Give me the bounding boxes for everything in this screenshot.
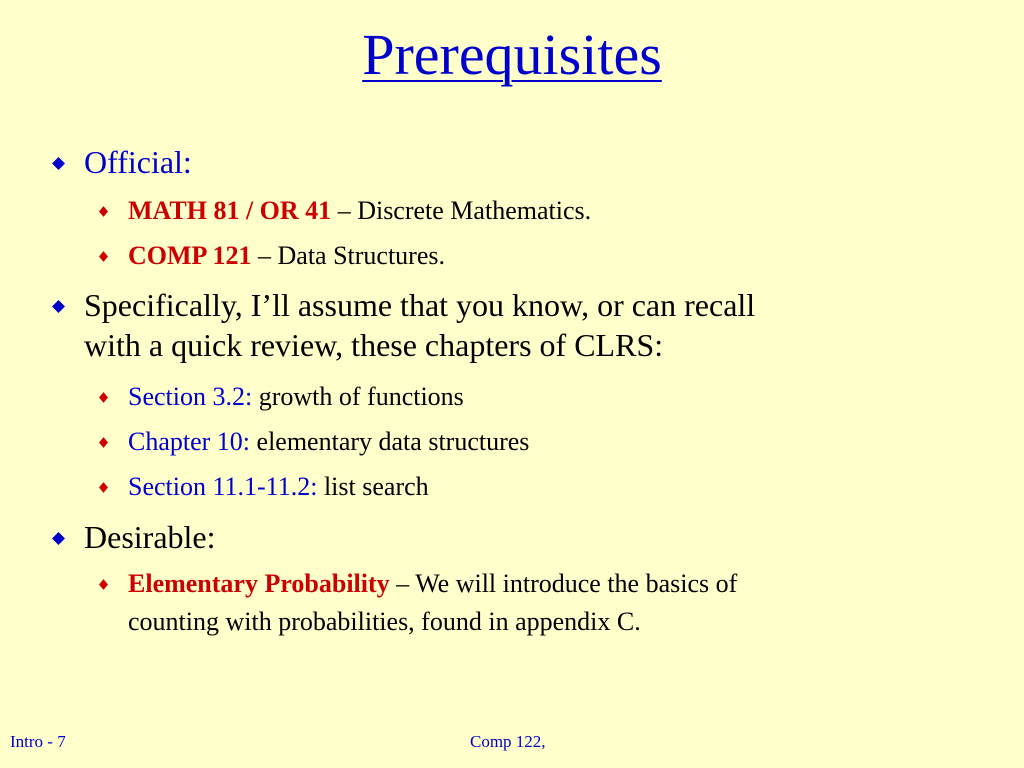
- small-diamond-bullet-icon: [99, 579, 108, 590]
- bullet-specifically: [84, 285, 964, 365]
- diamond-bullet-icon: [52, 532, 65, 545]
- specifically-line-2: with a quick review, these chapters of CLRS:: [84, 327, 664, 363]
- probability-desc-line-1: – We will introduce the basics of: [389, 569, 738, 598]
- bullet-section-11: [128, 468, 968, 506]
- clrs-desc-chapter-10: elementary data structures: [250, 427, 530, 456]
- course-desc-math81: – Discrete Mathematics.: [331, 196, 592, 225]
- course-desc-comp121: – Data Structures.: [251, 241, 446, 270]
- clrs-desc-section-11: list search: [317, 472, 429, 501]
- bullet-official-label: Official:: [84, 144, 192, 180]
- small-diamond-bullet-icon: [99, 206, 108, 217]
- bullet-chapter-10: [128, 423, 968, 461]
- specifically-line-1: Specifically, I’ll assume that you know, or can recall: [84, 287, 756, 323]
- clrs-ref-section-11: Section 11.1-11.2:: [128, 472, 318, 501]
- bullet-desirable: [84, 517, 964, 557]
- small-diamond-bullet-icon: [99, 251, 108, 262]
- footer-slide-number: Intro - 7: [10, 732, 66, 751]
- bullet-desirable-label: Desirable:: [84, 519, 216, 555]
- diamond-bullet-icon: [52, 300, 65, 313]
- slide-title: Prerequisites: [362, 22, 662, 87]
- bullet-official: [84, 142, 964, 182]
- small-diamond-bullet-icon: [99, 482, 108, 493]
- bullet-section-3-2: [128, 378, 968, 416]
- small-diamond-bullet-icon: [99, 392, 108, 403]
- course-code-comp121: COMP 121: [128, 241, 252, 270]
- clrs-desc-section-3-2: growth of functions: [252, 382, 464, 411]
- footer-course: Comp 122,: [470, 732, 546, 751]
- clrs-ref-section-3-2: Section 3.2:: [128, 382, 253, 411]
- clrs-ref-chapter-10: Chapter 10:: [128, 427, 251, 456]
- bullet-comp121: [128, 237, 968, 275]
- diamond-bullet-icon: [52, 157, 65, 170]
- small-diamond-bullet-icon: [99, 437, 108, 448]
- bullet-math81: [128, 192, 968, 230]
- course-code-probability: Elementary Probability: [128, 569, 390, 598]
- bullet-probability: [128, 565, 968, 641]
- course-code-math81: MATH 81 / OR 41: [128, 196, 332, 225]
- probability-desc-line-2: counting with probabilities, found in appendix C.: [128, 607, 641, 636]
